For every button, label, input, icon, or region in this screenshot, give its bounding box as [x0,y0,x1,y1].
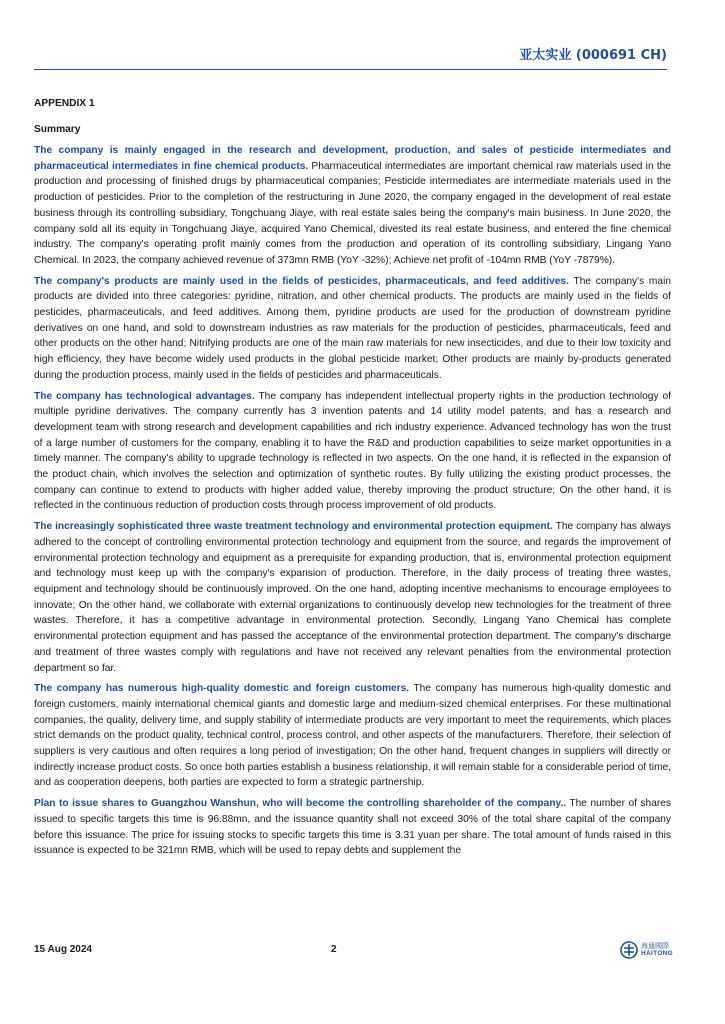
paragraph-body: Pharmaceutical intermediates are important chemical raw materials used in the production and processing of finished drugs by pharmaceutical companies; Pesticide intermediates are intermediate materials used in the production of pesticides. Prior to the completion of the restructuring in June 2020, the company engaged in the development of real estate business through its controlling subsidiary, Tongchuang Jiaye, with real estate sales being the company's main business. In June 2020, the company sold all its equity in Tongchuang Jiaye, acquired Yano Chemical, divested its real estate business, and entered the fine chemical industry. The company's operating profit mainly comes from the production and operation of its controlling subsidiary, Lingang Yano Chemical. In 2023, the company achieved revenue of 373mn RMB (YoY -32%); Achieve net profit of -104mn RMB (YoY -7879%). [34,160,671,266]
paragraph-lead: Plan to issue shares to Guangzhou Wanshun, who will become the controlling shareholder of the company.. [34,798,567,810]
paragraph [34,143,671,269]
paragraph-lead: The increasingly sophisticated three waste treatment technology and environmental protection equipment. [34,521,553,533]
report-body [34,98,671,864]
logo-english-text: HAITONG [641,950,673,957]
paragraph-body: The company has numerous high-quality domestic and foreign customers, mainly international chemical giants and domestic large and medium-sized chemical enterprises. For these multinational companies, the quality, delivery time, and supply stability of intermediate products are very important to meet the requirements, which places strict demands on the product quality, technical control, process control, and other aspects of the manufacturers. Therefore, their selection of suppliers is very cautious and often requires a long period of investigation; On the other hand, frequent changes in suppliers will directly or indirectly increase product costs. So once both parties establish a business relationship, it will remain stable for a considerable period of time, and as cooperation deepens, both parties are expected to form a strategic partnership. [34,683,671,789]
paragraph [34,681,671,791]
appendix-heading: APPENDIX 1 [34,98,95,109]
report-date: 15 Aug 2024 [34,944,92,955]
paragraph-body: The number of shares issued to specific targets this time is 96.88mn, and the issuance quantity shall not exceed 30% of the total share capital of the company before this issuance. The price for issuing stocks to specific targets this time is 3.31 yuan per share. The total amount of funds raised in this issuance is expected to be 321mn RMB, which will be used to repay debts and supplement the [34,798,672,857]
paragraph [34,796,671,859]
paragraph-lead: The company has technological advantages. [34,390,255,402]
paragraph [34,274,671,384]
paragraph [34,519,671,676]
page-number: 2 [331,944,337,955]
paragraph-lead: The company is mainly engaged in the research and development, production, and sales of pesticide intermediates and pharmaceutical intermediates in fine chemical products. [34,145,671,172]
header-divider [34,69,667,70]
paragraph-body: The company has always adhered to the concept of controlling environmental protection technology and equipment from the source, and regards the improvement of environmental protection technology and equipment as a prerequisite for expanding production, that is, environmental protection equipment and technology must keep up with the company's expansion of production. Therefore, in the daily process of treating three wastes, equipment and technology should be continuously improved. On the one hand, adopting incentive mechanisms to encourage employees to innovate; On the other hand, we collaborate with external organizations to continuously develop new technologies for the treatment of three wastes. Therefore, it has a competitive advantage in environmental protection. Secondly, Lingang Yano Chemical has complete environmental protection equipment and has passed the acceptance of the environmental protection department. The company's discharge and treatment of three wastes comply with regulations and have not received any relevant penalties from the environmental protection department so far. [34,521,671,674]
haitong-logo [620,941,673,959]
report-ticker-title: 亚太实业 (000691 CH) [519,48,667,63]
haitong-emblem-icon [620,941,638,959]
paragraph [34,389,671,515]
summary-heading: Summary [34,124,81,135]
logo-chinese-text: 海通國際 [641,942,669,950]
paragraph-lead: The company's products are mainly used in the fields of pesticides, pharmaceuticals, and feed additives. [34,275,569,287]
paragraph-body: The company has independent intellectual property rights in the production technology of multiple pyridine derivatives. The company currently has 3 invention patents and 14 utility model patents, and has a research and development team with strong research and development capabilities and rich industry experience. Advanced technology has won the trust of a large number of customers for the company, enabling it to have the R&D and production capabilities to seize market opportunities in a timely manner. The company's ability to upgrade technology is reflected in two aspects. On the one hand, it is reflected in the expansion of the product chain, which involves the selection and optimization of synthetic routes. By fully utilizing the existing product processes, the company can continue to extend to products with higher added value, thereby improving the product structure; On the other hand, it is reflected in the continuous reduction of production costs through process improvement of old products. [34,390,671,512]
paragraph-lead: The company has numerous high-quality domestic and foreign customers. [34,683,410,695]
paragraph-body: The company's main products are divided into three categories: pyridine, nitration, and other chemical products. The products are mainly used in the fields of pesticides, pharmaceuticals, and feed additives. Among them, pyridine products are used for the production of downstream pyridine derivatives on one hand, and sold to downstream industries as raw materials for the production of pesticides, pharmaceuticals, feed and other products on the other hand; Nitrifying products are one of the main raw materials for new insecticides, and due to their low toxicity and high efficiency, they have become widely used products in the global pesticide market; Other products are mainly by-products generated during the production process, mainly used in the fields of pesticides and pharmaceuticals. [34,275,671,381]
